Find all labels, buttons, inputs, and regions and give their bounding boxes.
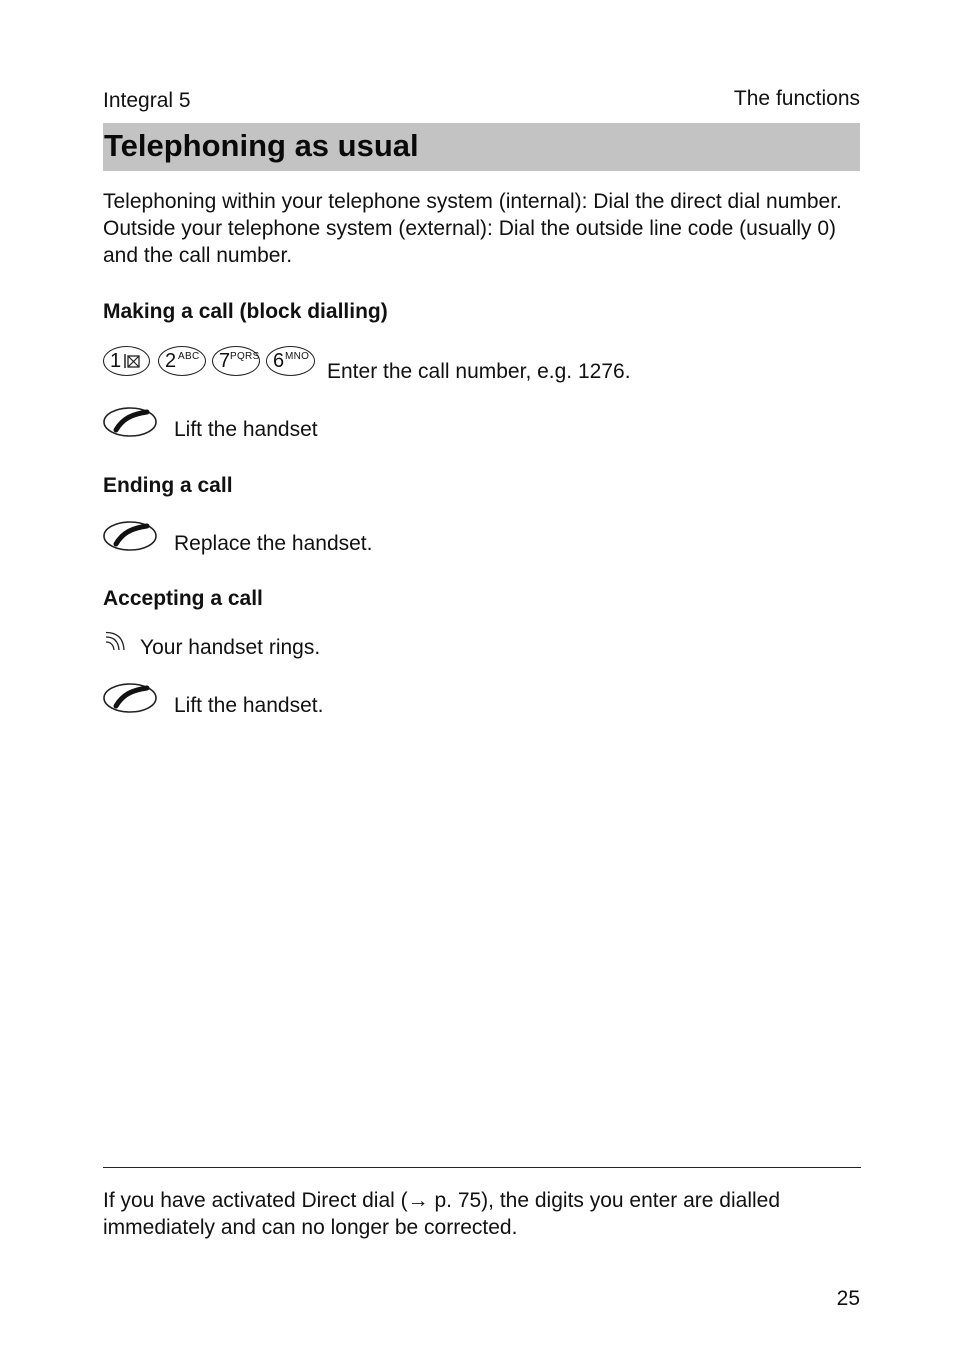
intro-paragraph: Telephoning within your telephone system (internal): Dial the direct dial number. Outside your telephone system (external): Dial the outside line code (usually 0) and the call number. xyxy=(103,190,842,267)
key-7-letters: PQRS xyxy=(230,351,260,362)
key-1 xyxy=(103,346,150,376)
handset-icon xyxy=(103,518,159,554)
page-number: 25 xyxy=(836,1287,860,1310)
key-6-letters: MNO xyxy=(285,351,310,362)
ringing-icon xyxy=(104,632,126,654)
header-product-name: Integral 5 xyxy=(103,89,191,112)
footnote-divider xyxy=(103,1167,861,1168)
handset-icon xyxy=(103,404,159,440)
key-6-digit: 6 xyxy=(273,350,285,372)
key-6 xyxy=(266,346,315,376)
title-bar xyxy=(103,123,860,171)
key-2-letters: ABC xyxy=(178,351,200,362)
step-lift-handset-accept: Lift the handset. xyxy=(174,694,324,717)
step-handset-rings: Your handset rings. xyxy=(140,636,321,659)
key-2 xyxy=(158,346,206,376)
key-1-digit: 1 xyxy=(110,350,122,372)
step-lift-handset: Lift the handset xyxy=(174,418,318,441)
step-enter-number: Enter the call number, e.g. 1276. xyxy=(327,360,631,383)
heading-accepting-call: Accepting a call xyxy=(103,587,263,610)
key-7-digit: 7 xyxy=(219,350,231,372)
heading-ending-call: Ending a call xyxy=(103,474,233,497)
key-sequence xyxy=(103,346,318,378)
heading-making-call: Making a call (block dialling) xyxy=(103,300,388,323)
step-replace-handset: Replace the handset. xyxy=(174,532,373,555)
header-section-name: The functions xyxy=(733,87,860,110)
key-7 xyxy=(212,346,260,376)
page-title: Telephoning as usual xyxy=(104,128,419,163)
footnote-text: If you have activated Direct dial (→ p. 75), the digits you enter are dialled immediately and can no longer be corrected. xyxy=(103,1189,781,1239)
key-2-digit: 2 xyxy=(165,350,177,372)
handset-icon xyxy=(103,680,159,716)
mailbox-icon xyxy=(124,353,140,369)
